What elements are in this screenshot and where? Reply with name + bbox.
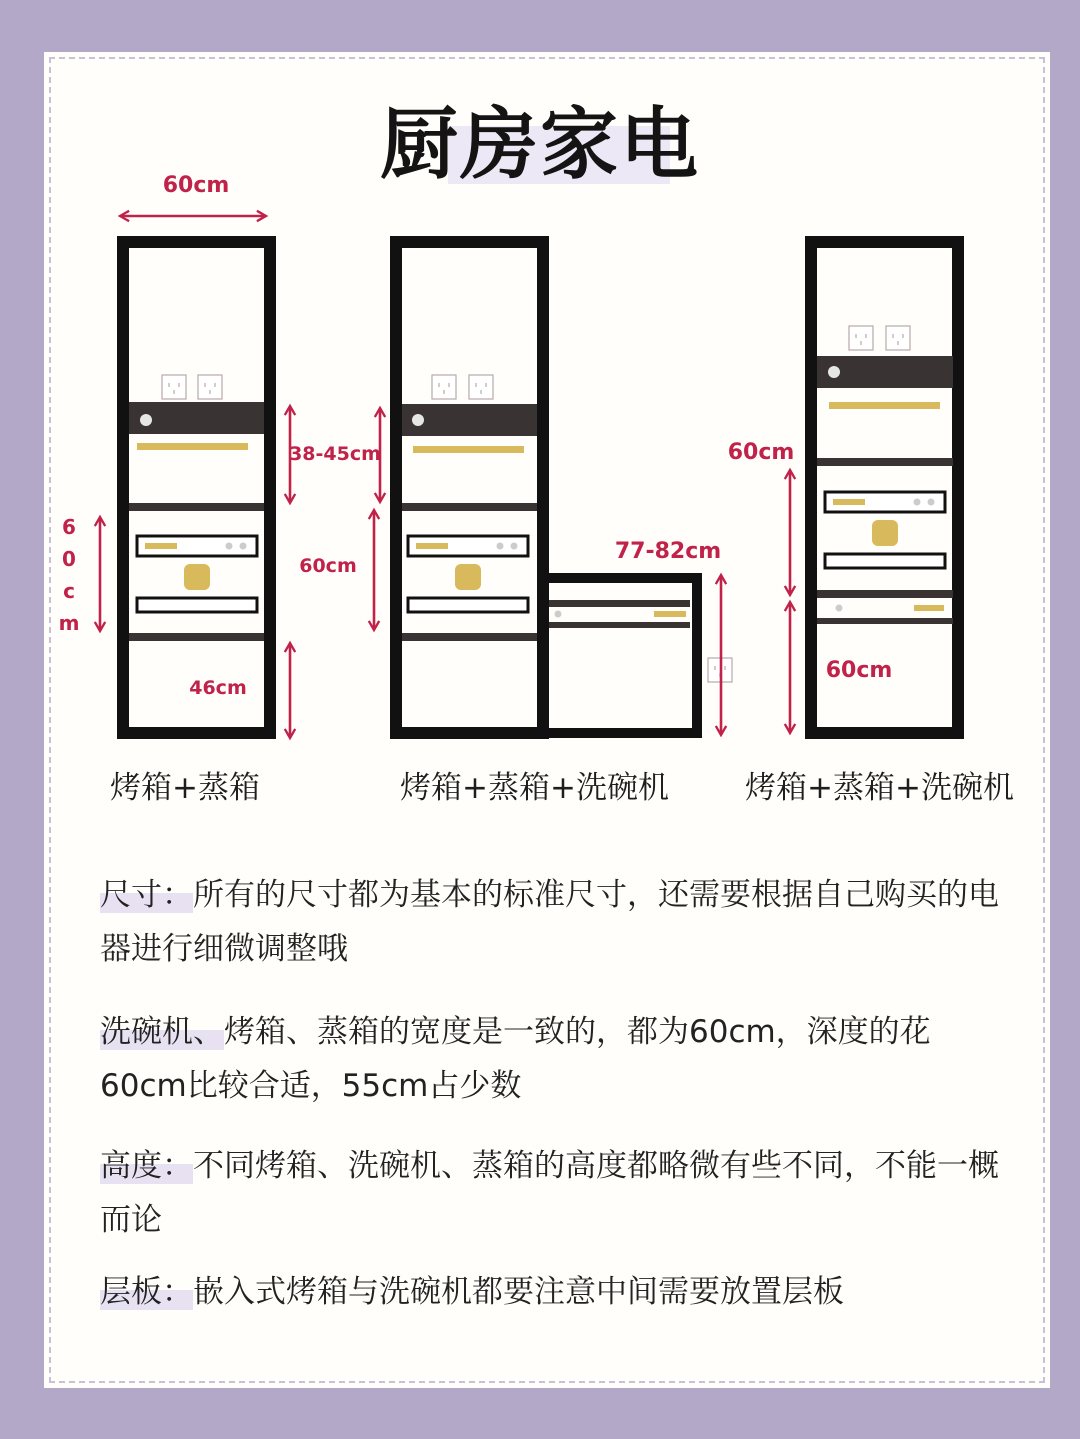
oven-unit bbox=[825, 492, 945, 568]
dim-lower-height: 60cm bbox=[825, 658, 893, 683]
dim-base-height: 46cm bbox=[189, 677, 247, 699]
note-text: 不同烤箱、洗碗机、蒸箱的高度都略微有些不同，不能一概而论 bbox=[100, 1148, 999, 1238]
socket-icon bbox=[432, 375, 456, 399]
note-width bbox=[100, 1005, 1000, 1113]
page-title: 厨房家电 bbox=[379, 100, 700, 190]
caption-layout-2: 烤箱+蒸箱+洗碗机 bbox=[400, 770, 669, 806]
dim-steamer-height: 38-45cm bbox=[289, 443, 381, 465]
shelf bbox=[129, 503, 264, 511]
note-text: 所有的尺寸都为基本的标准尺寸，还需要根据自己购买的电器进行细微调整哦 bbox=[100, 877, 999, 967]
note-text: 烤箱、蒸箱的宽度是一致的，都为60cm，深度的花60cm比较合适，55cm占少数 bbox=[100, 1014, 931, 1104]
caption-layout-1: 烤箱+蒸箱 bbox=[110, 770, 260, 806]
caption-layout-3: 烤箱+蒸箱+洗碗机 bbox=[745, 770, 1014, 806]
note-text: 嵌入式烤箱与洗碗机都要注意中间需要放置层板 bbox=[193, 1274, 844, 1310]
note-label: 高度： bbox=[100, 1148, 193, 1184]
dim-upper-height: 60cm bbox=[727, 440, 795, 465]
dim-width: 60cm bbox=[162, 173, 230, 198]
socket-icon bbox=[469, 375, 493, 399]
dishwasher-panel bbox=[817, 618, 953, 624]
dishwasher-panel bbox=[549, 622, 690, 628]
dim-vertical-char: m bbox=[58, 611, 80, 635]
note-shelf bbox=[100, 1265, 1000, 1319]
note-height bbox=[100, 1139, 1000, 1247]
shelf bbox=[817, 590, 953, 598]
note-label: 洗碗机、 bbox=[100, 1014, 224, 1050]
oven-unit bbox=[137, 536, 257, 612]
shelf bbox=[817, 458, 953, 466]
socket-icon bbox=[886, 326, 910, 350]
dim-dishwasher-height: 77-82cm bbox=[614, 539, 722, 564]
shelf bbox=[402, 633, 537, 641]
dim-vertical-char: c bbox=[63, 579, 75, 603]
socket-icon bbox=[849, 326, 873, 350]
note-label: 层板： bbox=[100, 1274, 193, 1310]
cabinet-oven-steamer bbox=[123, 242, 270, 733]
note-size bbox=[100, 868, 1000, 976]
note-label: 尺寸： bbox=[100, 877, 193, 913]
dim-vertical-char: 0 bbox=[62, 547, 76, 571]
oven-unit bbox=[408, 536, 528, 612]
socket-icon bbox=[198, 375, 222, 399]
cabinet-oven-steamer-dishwasher bbox=[396, 242, 697, 733]
shelf bbox=[402, 503, 537, 511]
dim-oven-height: 60cm bbox=[299, 555, 357, 577]
dim-vertical-char: 6 bbox=[62, 515, 76, 539]
shelf bbox=[129, 633, 264, 641]
socket-icon bbox=[162, 375, 186, 399]
